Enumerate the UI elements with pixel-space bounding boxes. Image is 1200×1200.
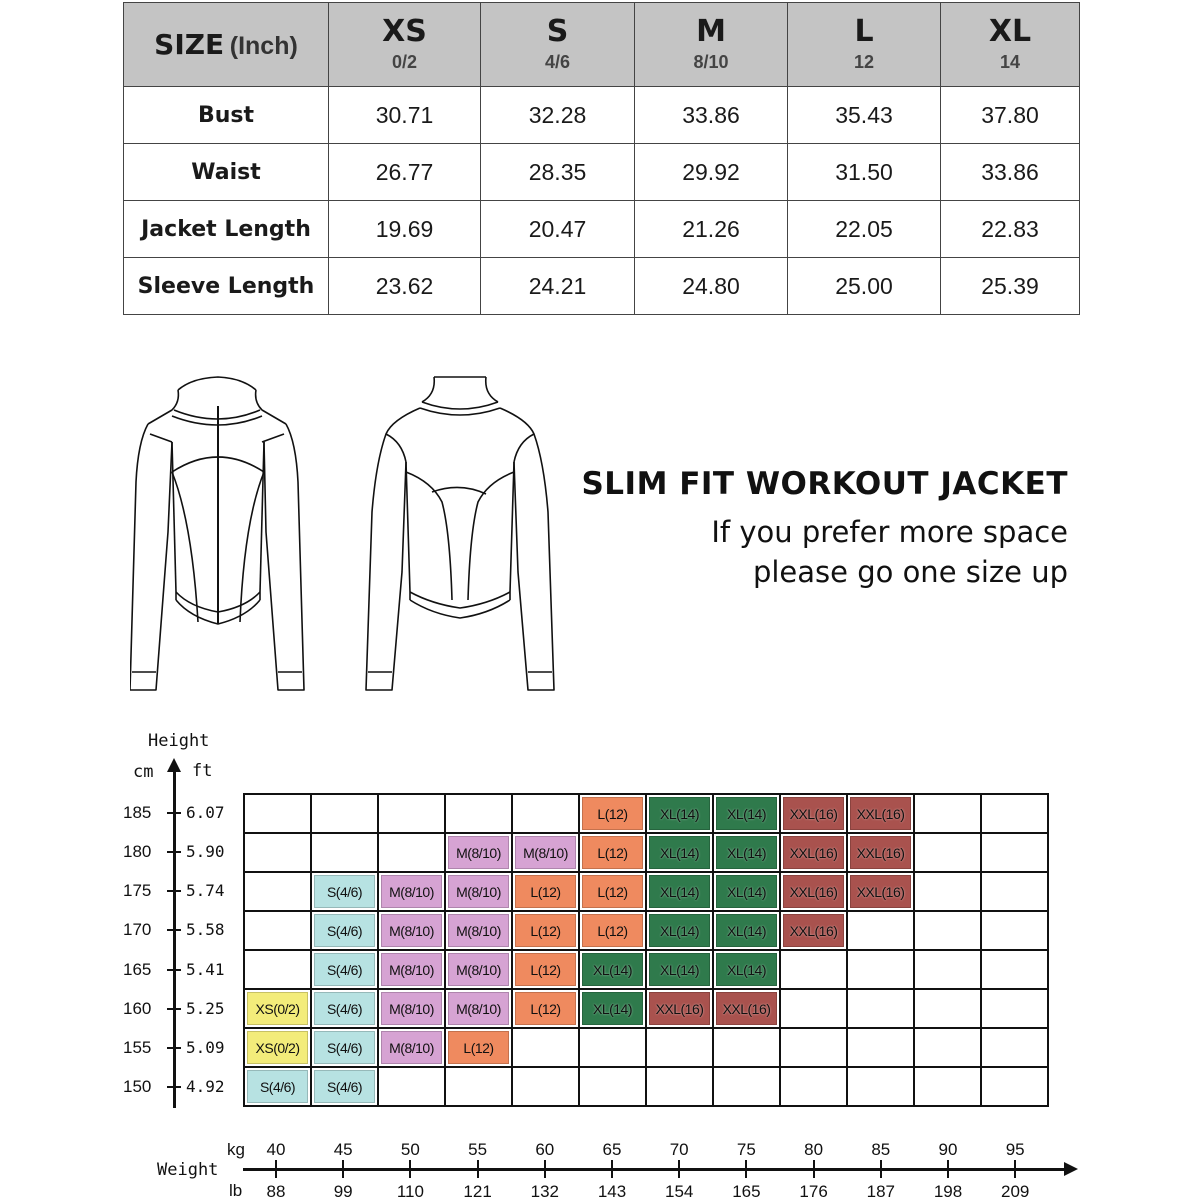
grid-cell [982, 1029, 1049, 1068]
size-chip: XL(14) [582, 953, 643, 986]
grid-cell [312, 1029, 379, 1068]
height-cm-tick-label: 170 [123, 920, 152, 940]
height-ft-tick-label: 5.09 [186, 1038, 225, 1058]
size-chip: S(4/6) [314, 953, 375, 986]
weight-tick [275, 1160, 277, 1178]
grid-cell [379, 1029, 446, 1068]
size-chip: S(4/6) [314, 875, 375, 908]
grid-cell [714, 873, 781, 912]
size-chip: XXL(16) [783, 875, 844, 908]
weight-kg-tick-label: 85 [871, 1140, 891, 1159]
grid-cell [245, 990, 312, 1029]
grid-cell [446, 1029, 513, 1068]
grid-cell [513, 1029, 580, 1068]
measurement-value: 33.86 [635, 87, 788, 144]
grid-cell [513, 834, 580, 873]
grid-cell [781, 1068, 848, 1107]
size-chip: XL(14) [649, 875, 710, 908]
height-ft-tick-label: 5.41 [186, 959, 225, 979]
size-chip: L(12) [582, 914, 643, 947]
grid-cell [446, 834, 513, 873]
lb-unit-label: lb [229, 1181, 243, 1200]
grid-cell [245, 951, 312, 990]
size-chip: XL(14) [582, 992, 643, 1025]
grid-cell [982, 951, 1049, 990]
measurement-label: Sleeve Length [124, 258, 329, 315]
grid-cell [982, 990, 1049, 1029]
grid-cell [245, 912, 312, 951]
size-chip: L(12) [515, 875, 576, 908]
grid-cell [714, 951, 781, 990]
size-chip: M(8/10) [448, 992, 509, 1025]
size-chip: XXL(16) [783, 914, 844, 947]
size-chip: M(8/10) [381, 992, 442, 1025]
grid-cell [781, 951, 848, 990]
size-chip: M(8/10) [381, 875, 442, 908]
height-ft-tick-label: 5.25 [186, 998, 225, 1018]
measurement-table [123, 2, 1080, 315]
grid-cell [848, 1029, 915, 1068]
column-header-m [635, 3, 788, 87]
weight-lb-tick-label: 198 [933, 1182, 963, 1200]
weight-tick [813, 1160, 815, 1178]
weight-kg-tick-label: 80 [804, 1140, 824, 1159]
grid-cell [848, 873, 915, 912]
weight-lb-tick-label: 187 [866, 1182, 895, 1200]
grid-cell [915, 834, 982, 873]
size-chip: XL(14) [649, 914, 710, 947]
grid-cell [513, 1068, 580, 1107]
grid-cell [848, 990, 915, 1029]
measurement-value: 20.47 [481, 201, 635, 258]
measurement-value: 32.28 [481, 87, 635, 144]
measurement-value: 24.80 [635, 258, 788, 315]
height-tick [167, 1086, 181, 1088]
grid-cell [312, 795, 379, 834]
table-row [124, 258, 1080, 315]
grid-cell [647, 912, 714, 951]
size-chip: L(12) [582, 797, 643, 830]
grid-cell [915, 1029, 982, 1068]
size-header-corner [124, 3, 329, 87]
weight-tick [477, 1160, 479, 1178]
size-chip: XL(14) [649, 836, 710, 869]
grid-cell [446, 795, 513, 834]
height-tick [167, 929, 181, 931]
size-chip: XXL(16) [850, 875, 911, 908]
size-chip: XXL(16) [783, 836, 844, 869]
grid-cell [513, 873, 580, 912]
grid-cell [446, 1068, 513, 1107]
grid-cell [580, 873, 647, 912]
grid-cell [312, 951, 379, 990]
column-header-xs [329, 3, 481, 87]
fit-advice [581, 466, 1068, 590]
grid-cell [513, 795, 580, 834]
grid-cell [781, 1029, 848, 1068]
grid-cell [446, 873, 513, 912]
height-cm-tick-label: 165 [123, 959, 152, 979]
weight-lb-tick-label: 132 [530, 1182, 559, 1200]
grid-cell [781, 912, 848, 951]
grid-cell [982, 912, 1049, 951]
grid-cell [312, 1068, 379, 1107]
weight-lb-tick-label: 154 [665, 1182, 694, 1200]
weight-kg-tick-label: 40 [266, 1140, 286, 1159]
measurement-label: Waist [124, 144, 329, 201]
us-size: 0/2 [391, 52, 418, 72]
grid-cell [915, 990, 982, 1029]
weight-lb-tick-label: 121 [463, 1182, 492, 1200]
height-tick [167, 1008, 181, 1010]
weight-kg-tick-label: 55 [468, 1140, 488, 1159]
size-chip: XL(14) [649, 953, 710, 986]
table-row [124, 87, 1080, 144]
size-chip: XL(14) [716, 914, 777, 947]
size-chip: M(8/10) [448, 836, 509, 869]
size-chip: XL(14) [716, 875, 777, 908]
height-cm-tick-label: 155 [123, 1038, 152, 1058]
table-header-row [124, 3, 1080, 87]
product-title: SLIM FIT WORKOUT JACKET [581, 466, 1068, 502]
grid-cell [848, 912, 915, 951]
size-chip: XL(14) [716, 836, 777, 869]
size-chip: XXL(16) [783, 797, 844, 830]
height-axis-line [173, 768, 176, 1108]
height-cm-tick-label: 160 [123, 998, 152, 1018]
measurement-label: Jacket Length [124, 201, 329, 258]
grid-cell [513, 912, 580, 951]
kg-unit-label: kg [227, 1140, 245, 1159]
size-name: S [546, 14, 569, 49]
cm-unit-label: cm [133, 762, 154, 782]
grid-cell [714, 1068, 781, 1107]
grid-cell [714, 1029, 781, 1068]
weight-tick [611, 1160, 613, 1178]
grid-cell [915, 873, 982, 912]
advice-line-1: If you prefer more space [711, 515, 1068, 549]
weight-axis-arrow-icon [1064, 1162, 1078, 1176]
weight-kg-tick-label: 95 [1005, 1140, 1025, 1159]
measurement-value: 21.26 [635, 201, 788, 258]
column-header-l [788, 3, 941, 87]
size-chip: L(12) [448, 1031, 509, 1064]
measurement-value: 22.83 [941, 201, 1080, 258]
grid-cell [513, 951, 580, 990]
grid-cell [915, 951, 982, 990]
height-tick [167, 812, 181, 814]
height-ft-tick-label: 6.07 [186, 802, 225, 822]
size-name: XL [988, 14, 1032, 49]
measurement-value: 31.50 [788, 144, 941, 201]
grid-cell [580, 795, 647, 834]
table-row [124, 144, 1080, 201]
weight-lb-tick-label: 99 [333, 1182, 353, 1200]
height-ft-tick-label: 5.90 [186, 841, 225, 861]
measurement-value: 33.86 [941, 144, 1080, 201]
unit-label: (Inch) [229, 32, 298, 60]
weight-kg-tick-label: 60 [535, 1140, 555, 1159]
column-header-s [481, 3, 635, 87]
height-tick [167, 851, 181, 853]
us-size: 8/10 [693, 52, 729, 72]
column-header-xl [941, 3, 1080, 87]
grid-cell [848, 1068, 915, 1107]
weight-lb-tick-label: 176 [799, 1182, 828, 1200]
size-chip: M(8/10) [448, 875, 509, 908]
ft-unit-label: ft [192, 761, 213, 781]
size-chip: XL(14) [649, 797, 710, 830]
size-chip: XXL(16) [850, 797, 911, 830]
grid-cell [714, 990, 781, 1029]
size-chip: L(12) [582, 836, 643, 869]
grid-cell [915, 912, 982, 951]
size-chip: XXL(16) [716, 992, 777, 1025]
grid-cell [312, 990, 379, 1029]
size-chip: XS(0/2) [247, 992, 308, 1025]
grid-cell [245, 1029, 312, 1068]
size-chip: S(4/6) [314, 1031, 375, 1064]
height-tick [167, 969, 181, 971]
table-row [124, 201, 1080, 258]
height-cm-tick-label: 175 [123, 881, 152, 901]
jacket-back-illustration [362, 372, 572, 697]
size-chip: M(8/10) [448, 953, 509, 986]
size-chip: M(8/10) [448, 914, 509, 947]
size-chip: S(4/6) [247, 1070, 308, 1103]
size-chip: M(8/10) [381, 914, 442, 947]
weight-tick [947, 1160, 949, 1178]
size-chip: S(4/6) [314, 992, 375, 1025]
weight-kg-tick-label: 45 [333, 1140, 353, 1159]
size-label: SIZE [154, 28, 225, 61]
weight-tick [1014, 1160, 1016, 1178]
weight-kg-tick-label: 65 [602, 1140, 622, 1159]
grid-cell [446, 912, 513, 951]
weight-tick [880, 1160, 882, 1178]
weight-kg-tick-label: 70 [669, 1140, 689, 1159]
height-ft-tick-label: 5.74 [186, 881, 225, 901]
advice-line-2: please go one size up [752, 555, 1068, 589]
height-ft-tick-label: 4.92 [186, 1077, 225, 1097]
measurement-value: 23.62 [329, 258, 481, 315]
weight-kg-tick-label: 75 [736, 1140, 756, 1159]
grid-cell [982, 873, 1049, 912]
grid-cell [781, 834, 848, 873]
grid-cell [647, 795, 714, 834]
measurement-value: 25.00 [788, 258, 941, 315]
weight-lb-tick-label: 165 [732, 1182, 761, 1200]
size-chip: XL(14) [716, 953, 777, 986]
grid-cell [580, 912, 647, 951]
grid-cell [714, 834, 781, 873]
grid-cell [379, 834, 446, 873]
size-chip: XXL(16) [649, 992, 710, 1025]
size-name: L [854, 14, 874, 49]
grid-cell [982, 1068, 1049, 1107]
size-chip: XXL(16) [850, 836, 911, 869]
weight-kg-tick-label: 90 [938, 1140, 958, 1159]
measurement-value: 30.71 [329, 87, 481, 144]
grid-cell [379, 990, 446, 1029]
grid-cell [781, 990, 848, 1029]
size-chip: S(4/6) [314, 1070, 375, 1103]
size-chip: L(12) [582, 875, 643, 908]
weight-tick [409, 1160, 411, 1178]
size-name: XS [382, 14, 427, 49]
grid-cell [647, 834, 714, 873]
grid-cell [580, 951, 647, 990]
us-size: 4/6 [544, 52, 571, 72]
grid-cell [647, 1068, 714, 1107]
size-name: M [696, 14, 726, 49]
height-cm-tick-label: 180 [123, 841, 152, 861]
measurement-value: 22.05 [788, 201, 941, 258]
grid-cell [647, 951, 714, 990]
grid-cell [513, 990, 580, 1029]
grid-cell [446, 951, 513, 990]
grid-cell [647, 1029, 714, 1068]
grid-cell [915, 1068, 982, 1107]
grid-cell [312, 873, 379, 912]
size-chip: XS(0/2) [247, 1031, 308, 1064]
measurement-value: 19.69 [329, 201, 481, 258]
weight-tick [544, 1160, 546, 1178]
grid-cell [647, 873, 714, 912]
measurement-label: Bust [124, 87, 329, 144]
weight-lb-tick-label: 143 [597, 1182, 627, 1200]
grid-cell [580, 1029, 647, 1068]
size-chip: L(12) [515, 953, 576, 986]
size-chip: S(4/6) [314, 914, 375, 947]
grid-cell [379, 873, 446, 912]
grid-cell [312, 834, 379, 873]
weight-tick [745, 1160, 747, 1178]
weight-axis-title: Weight [157, 1160, 219, 1180]
size-grid [243, 793, 1049, 1107]
weight-tick [678, 1160, 680, 1178]
grid-cell [580, 834, 647, 873]
size-chip: M(8/10) [381, 953, 442, 986]
grid-cell [446, 990, 513, 1029]
grid-cell [781, 795, 848, 834]
grid-cell [245, 834, 312, 873]
height-cm-tick-label: 150 [123, 1077, 152, 1097]
grid-cell [379, 912, 446, 951]
weight-lb-tick-label: 110 [396, 1182, 424, 1200]
grid-cell [982, 795, 1049, 834]
grid-cell [781, 873, 848, 912]
measurement-value: 24.21 [481, 258, 635, 315]
weight-tick [342, 1160, 344, 1178]
grid-cell [245, 795, 312, 834]
grid-cell [245, 1068, 312, 1107]
jacket-front-illustration [130, 372, 310, 697]
grid-cell [312, 912, 379, 951]
grid-cell [580, 990, 647, 1029]
grid-cell [379, 1068, 446, 1107]
weight-lb-tick-label: 209 [1001, 1182, 1030, 1200]
size-chip: M(8/10) [515, 836, 576, 869]
measurement-value: 25.39 [941, 258, 1080, 315]
measurement-value: 29.92 [635, 144, 788, 201]
grid-cell [714, 795, 781, 834]
height-ft-tick-label: 5.58 [186, 920, 225, 940]
measurement-value: 26.77 [329, 144, 481, 201]
grid-cell [848, 795, 915, 834]
grid-cell [379, 951, 446, 990]
grid-cell [848, 951, 915, 990]
us-size: 12 [853, 52, 875, 72]
size-chip: L(12) [515, 914, 576, 947]
height-tick [167, 890, 181, 892]
height-axis-title: Height [148, 731, 210, 751]
grid-cell [915, 795, 982, 834]
weight-axis-line [243, 1168, 1068, 1171]
us-size: 14 [999, 52, 1021, 72]
grid-cell [647, 990, 714, 1029]
grid-cell [580, 1068, 647, 1107]
size-chip: XL(14) [716, 797, 777, 830]
measurement-value: 35.43 [788, 87, 941, 144]
grid-cell [714, 912, 781, 951]
measurement-value: 37.80 [941, 87, 1080, 144]
weight-kg-tick-label: 50 [400, 1140, 420, 1159]
measurement-value: 28.35 [481, 144, 635, 201]
weight-lb-tick-label: 88 [266, 1182, 286, 1200]
height-cm-tick-label: 185 [123, 802, 152, 822]
height-tick [167, 1047, 181, 1049]
size-chip: L(12) [515, 992, 576, 1025]
grid-cell [982, 834, 1049, 873]
grid-cell [379, 795, 446, 834]
grid-cell [848, 834, 915, 873]
size-chip: M(8/10) [381, 1031, 442, 1064]
grid-cell [245, 873, 312, 912]
